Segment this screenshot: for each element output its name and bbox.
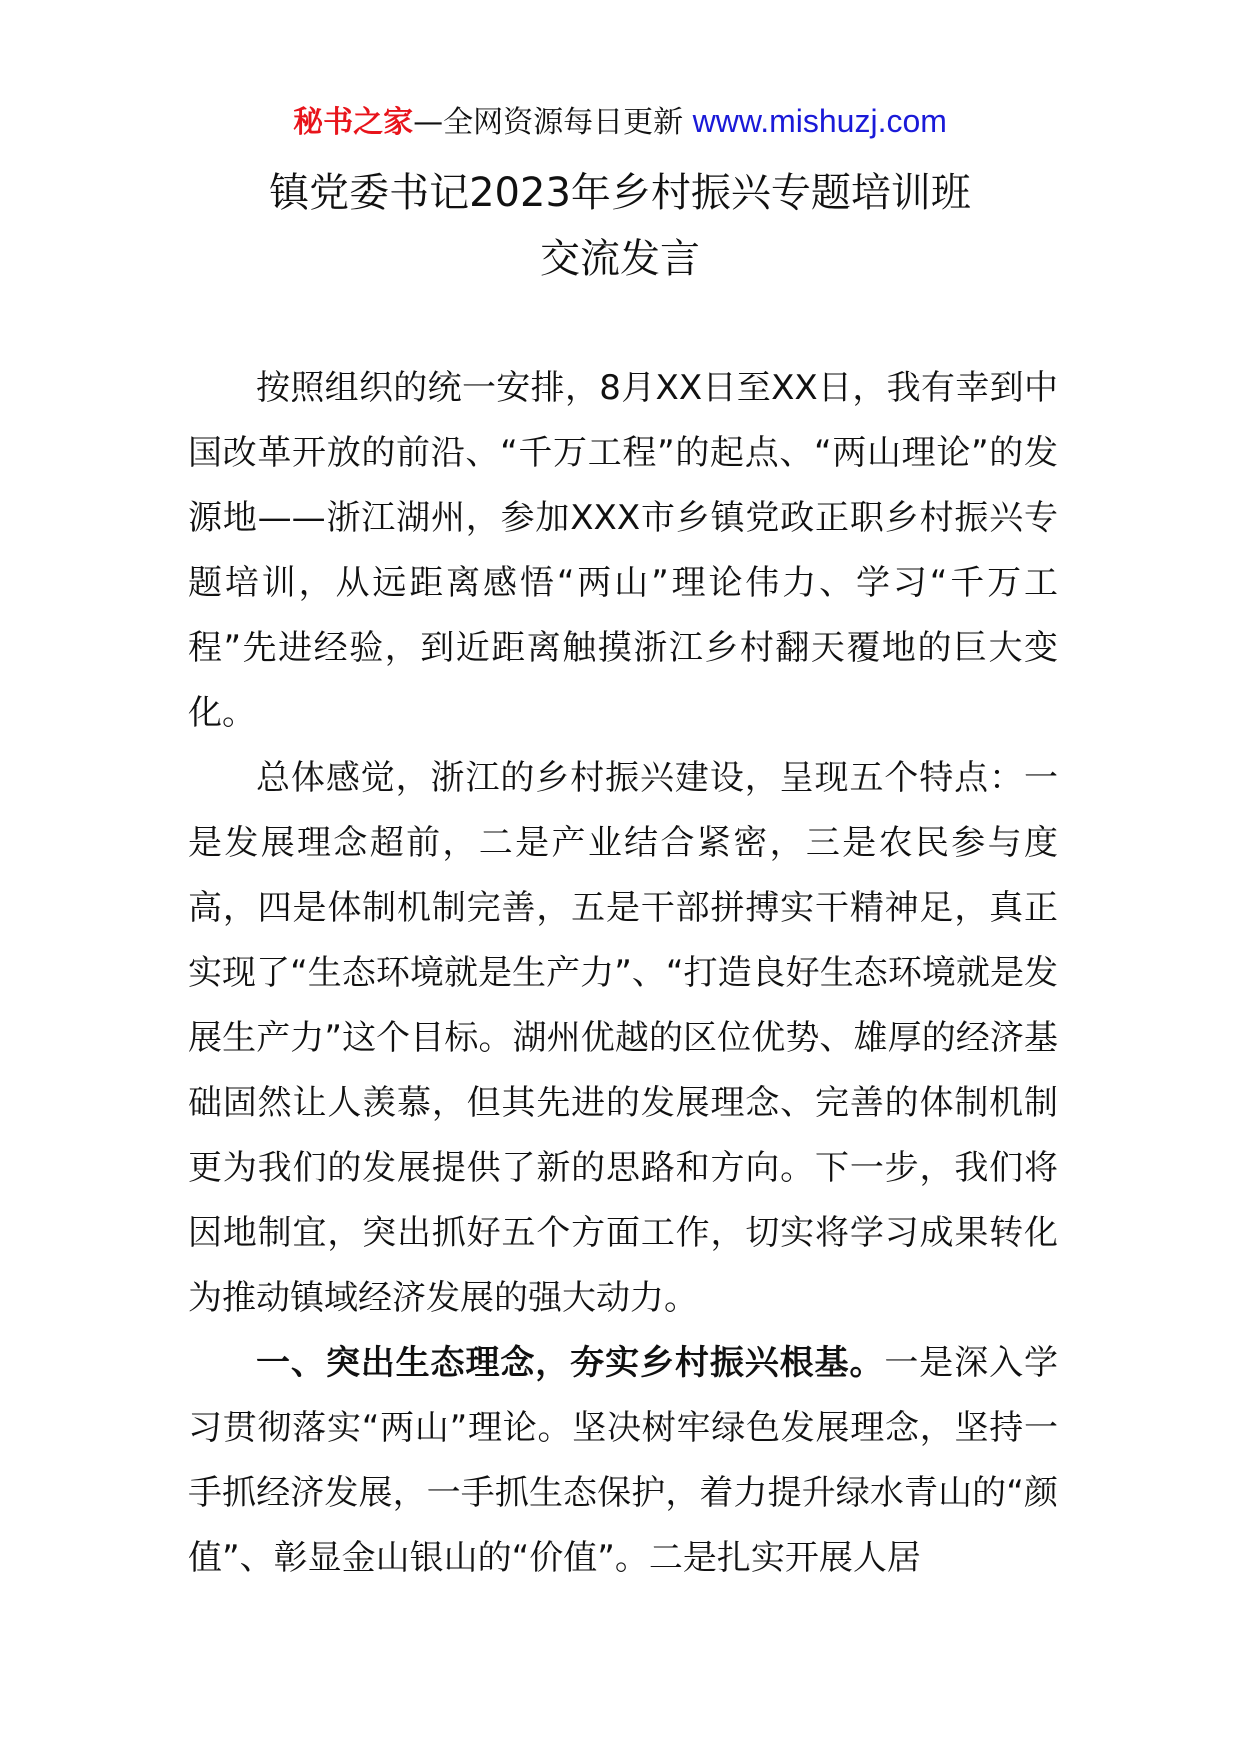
header-tagline: —全网资源每日更新 bbox=[413, 105, 684, 140]
document-body bbox=[188, 356, 1058, 1591]
site-header bbox=[0, 98, 1240, 146]
section-1-text: 一是深入学习贯彻落实“两山”理论。坚决树牢绿色发展理念，坚持一手抓经济发展，一手抓生态保护，着力提升绿水青山的“颜值”、彰显金山银山的“价值”。二是扎实开展人居 bbox=[188, 1343, 1059, 1578]
title-line-1: 镇党委书记2023年乡村振兴专题培训班 bbox=[269, 170, 971, 216]
title-line-2: 交流发言 bbox=[540, 236, 700, 282]
document-title bbox=[0, 165, 1240, 287]
site-url-link[interactable]: www.mishuzj.com bbox=[692, 103, 947, 139]
paragraph-section-1 bbox=[188, 1331, 1058, 1591]
brand-name: 秘书之家 bbox=[293, 105, 414, 140]
paragraph-overview: 总体感觉，浙江的乡村振兴建设，呈现五个特点：一是发展理念超前，二是产业结合紧密，三是农民参与度高，四是体制机制完善，五是干部拼搏实干精神足，真正实现了“生态环境就是生产力”、“打造良好生态环境就是发展生产力”这个目标。湖州优越的区位优势、雄厚的经济基础固然让人羡慕，但其先进的发展理念、完善的体制机制更为我们的发展提供了新的思路和方向。下一步，我们将因地制宜，突出抓好五个方面工作，切实将学习成果转化为推动镇域经济发展的强大动力。 bbox=[188, 758, 1058, 1318]
section-1-heading: 一、突出生态理念，夯实乡村振兴根基。 bbox=[256, 1343, 885, 1383]
paragraph-intro: 按照组织的统一安排，8月XX日至XX日，我有幸到中国改革开放的前沿、“千万工程”的起点、“两山理论”的发源地——浙江湖州，参加XXX市乡镇党政正职乡村振兴专题培训，从远距离感悟“两山”理论伟力、学习“千万工程”先进经验，到近距离触摸浙江乡村翻天覆地的巨大变化。 bbox=[188, 368, 1058, 733]
